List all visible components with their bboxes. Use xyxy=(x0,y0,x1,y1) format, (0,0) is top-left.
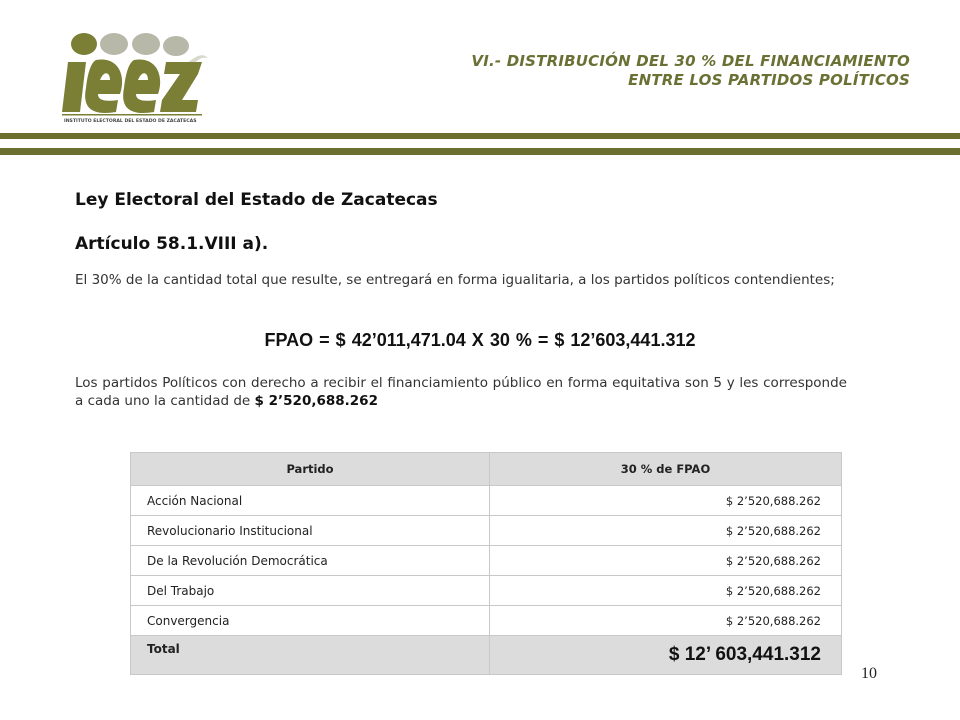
party-amount: $ 2’520,688.262 xyxy=(490,576,842,606)
party-amount: $ 2’520,688.262 xyxy=(490,546,842,576)
party-amount: $ 2’520,688.262 xyxy=(490,486,842,516)
column-header-party: Partido xyxy=(131,453,490,486)
paragraph-parties-share-text: Los partidos Políticos con derecho a recibir el financiamiento público en forma equitativa son 5 y les corresponde a cada uno la cantidad de xyxy=(75,375,847,409)
distribution-table xyxy=(130,452,842,675)
logo-tagline: INSTITUTO ELECTORAL DEL ESTADO DE ZACATECAS xyxy=(64,119,197,124)
party-amount: $ 2’520,688.262 xyxy=(490,516,842,546)
total-label: Total xyxy=(131,636,490,675)
column-header-amount: 30 % de FPAO xyxy=(490,453,842,486)
total-amount: $ 12’ 603,441.312 xyxy=(490,636,842,675)
table-row xyxy=(131,486,842,516)
law-title: Ley Electoral del Estado de Zacatecas xyxy=(75,190,438,210)
table-row xyxy=(131,606,842,636)
party-name: Acción Nacional xyxy=(131,486,490,516)
slide-title xyxy=(471,52,910,90)
header-divider-top xyxy=(0,133,960,139)
table-row xyxy=(131,546,842,576)
slide-title-line2: ENTRE LOS PARTIDOS POLÍTICOS xyxy=(628,71,910,89)
party-name: Revolucionario Institucional xyxy=(131,516,490,546)
article-reference: Artículo 58.1.VIII a). xyxy=(75,234,269,254)
table-row xyxy=(131,516,842,546)
party-name: Convergencia xyxy=(131,606,490,636)
ieez-logo xyxy=(62,30,212,125)
header-divider-bottom xyxy=(0,148,960,155)
table-total-row xyxy=(131,636,842,675)
table-row xyxy=(131,576,842,606)
party-amount: $ 2’520,688.262 xyxy=(490,606,842,636)
fpao-formula: FPAO = $ 42’011,471.04 X 30 % = $ 12’603,441.312 xyxy=(264,330,696,350)
per-party-amount: $ 2’520,688.262 xyxy=(254,393,378,409)
table-header-row xyxy=(131,453,842,486)
paragraph-distribution-rule: El 30% de la cantidad total que resulte, se entregará en forma igualitaria, a los partidos políticos contendientes; xyxy=(75,272,835,288)
party-name: Del Trabajo xyxy=(131,576,490,606)
party-name: De la Revolución Democrática xyxy=(131,546,490,576)
page-number: 10 xyxy=(861,665,877,682)
ieez-logo-graphic xyxy=(62,30,212,125)
paragraph-parties-share xyxy=(75,374,847,410)
slide-title-line1: VI.- DISTRIBUCIÓN DEL 30 % DEL FINANCIAMIENTO xyxy=(471,52,910,70)
